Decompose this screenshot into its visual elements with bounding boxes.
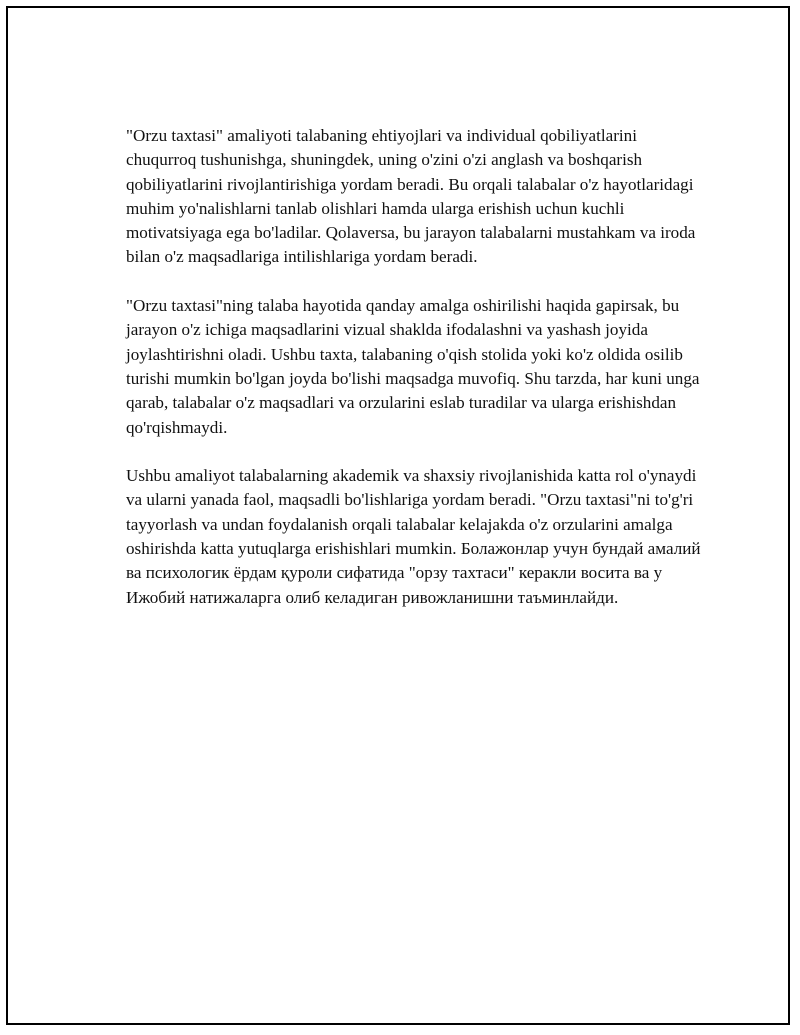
- document-body: [126, 124, 706, 634]
- paragraph: "Orzu taxtasi" amaliyoti talabaning ehtiyojlari va individual qobiliyatlarini chuqurroq tushunishga, shuningdek, uning o'zini o'zi anglash va boshqarish qobiliyatlarini rivojlantirishiga yordam beradi. Bu orqali talabalar o'z hayotlaridagi muhim yo'nalishlarni tanlab olishlari hamda ularga erishish uchun kuchli motivatsiyaga ega bo'ladilar. Qolaversa, bu jarayon talabalarni mustahkam va iroda bilan o'z maqsadlariga intilishlariga yordam beradi.: [126, 126, 696, 267]
- paragraph: "Orzu taxtasi"ning talaba hayotida qanday amalga oshirilishi haqida gapirsak, bu jarayon o'z ichiga maqsadlarini vizual shaklda ifodalashni va yashash joyida joylashtirishni oladi. Ushbu taxta, talabaning o'qish stolida yoki ko'z oldida osilib turishi mumkin bo'lgan joyda bo'lishi maqsadga muvofiq. Shu tarzda, har kuni unga qarab, talabalar o'z maqsadlari va orzularini eslab turadilar va ularga erishishdan qo'rqishmaydi.: [126, 296, 700, 437]
- paragraph: Ushbu amaliyot talabalarning akademik va shaxsiy rivojlanishida katta rol o'ynaydi va ularni yanada faol, maqsadli bo'lishlariga yordam beradi. "Orzu taxtasi"ni to'g'ri tayyorlash va undan foydalanish orqali talabalar kelajakda o'z orzularini amalga oshirishda katta yutuqlarga erishishlari mumkin. Болажонлар учун бундай амалий ва психологик ёрдам қуроли сифатида "орзу тахтаси" керакли восита ва у Ижобий натижаларга олиб келадиган ривожланишни таъминлайди.: [126, 466, 701, 607]
- page-frame: [6, 6, 790, 1025]
